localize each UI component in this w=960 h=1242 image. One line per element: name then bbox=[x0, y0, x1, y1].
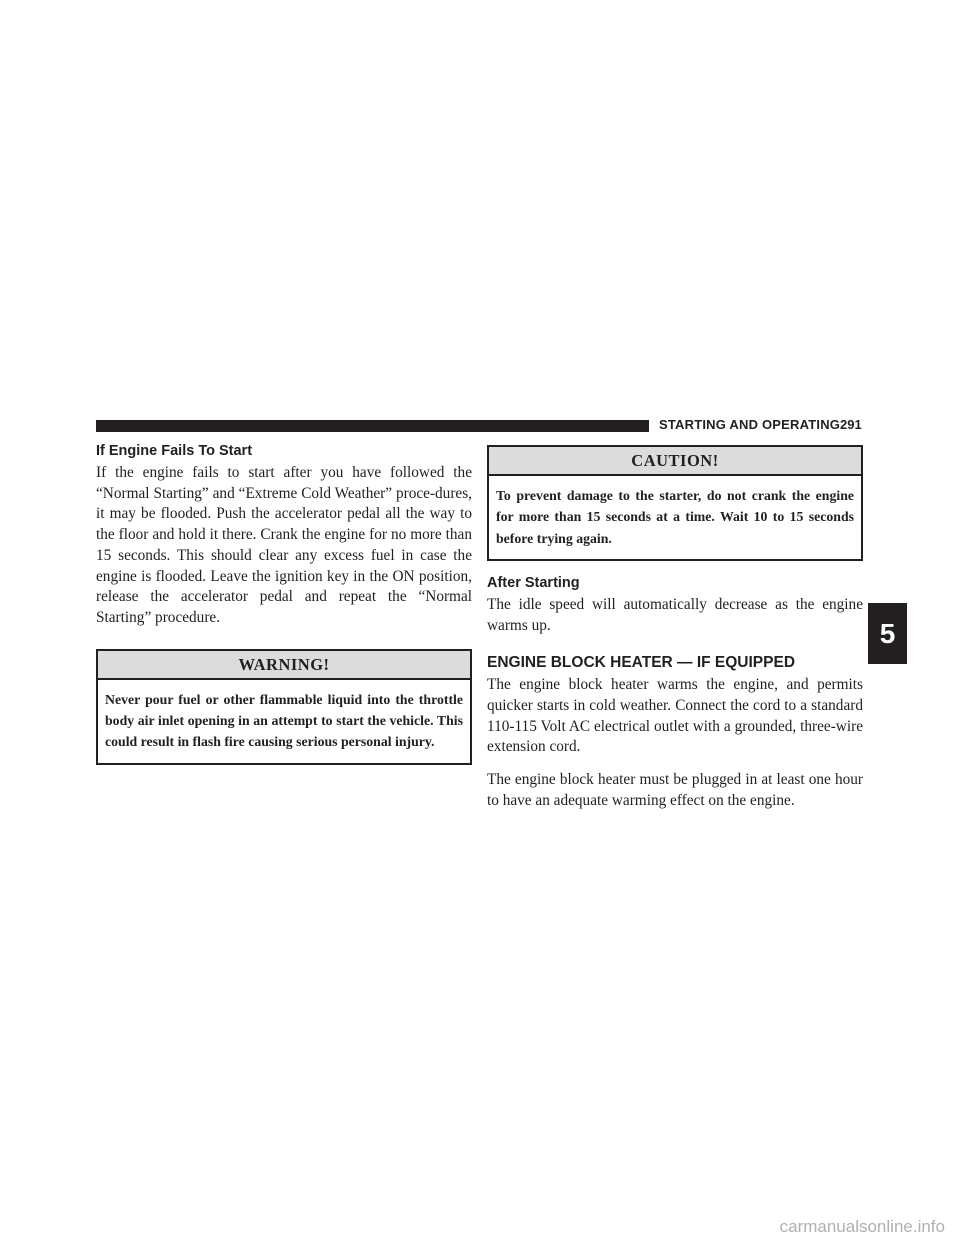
engine-fails-heading: If Engine Fails To Start bbox=[96, 443, 253, 459]
warning-title: WARNING! bbox=[98, 651, 470, 680]
warning-box bbox=[96, 649, 472, 765]
after-starting-paragraph: The idle speed will automatically decrease as the engine warms up. bbox=[487, 595, 863, 634]
header-rule bbox=[96, 420, 649, 432]
page-number: 291 bbox=[840, 417, 862, 432]
left-column bbox=[96, 443, 472, 765]
caution-text: To prevent damage to the starter, do not crank the engine for more than 15 seconds at a time. Wait 10 to 15 seconds before trying again. bbox=[496, 488, 854, 546]
watermark-text: carmanualsonline.info bbox=[779, 1217, 945, 1236]
block-heater-heading: ENGINE BLOCK HEATER — IF EQUIPPED bbox=[487, 654, 796, 672]
block-heater-paragraph-2: The engine block heater must be plugged in at least one hour to have an adequate warming effect on the engine. bbox=[487, 771, 863, 809]
chapter-tab: 5 bbox=[868, 603, 907, 664]
block-heater-paragraph-1: The engine block heater warms the engine, and permits quicker starts in cold weather. Connect the cord to a standard 110-115 Volt AC electrical outlet with a grounded, three-wire extension cord. bbox=[487, 676, 863, 756]
engine-fails-paragraph: If the engine fails to start after you have followed the “Normal Starting” and “Extreme Cold Weather” proce-dures, it may be flooded. Push the accelerator pedal all the way to the floor and hold it there. Crank the engine for no more than 15 seconds. This should clear any excess fuel in case the engine is flooded. Leave the ignition key in the ON position, release the accelerator pedal and repeat the “Normal Starting” procedure. bbox=[96, 464, 472, 626]
caution-title: CAUTION! bbox=[489, 447, 861, 476]
running-header-section: STARTING AND OPERATING bbox=[659, 417, 841, 432]
after-starting-heading: After Starting bbox=[487, 574, 580, 591]
warning-text: Never pour fuel or other flammable liquid into the throttle body air inlet opening in an attempt to start the vehicle. This could result in flash fire causing serious personal injury. bbox=[105, 691, 463, 750]
caution-box bbox=[487, 445, 863, 561]
right-column bbox=[487, 443, 863, 812]
